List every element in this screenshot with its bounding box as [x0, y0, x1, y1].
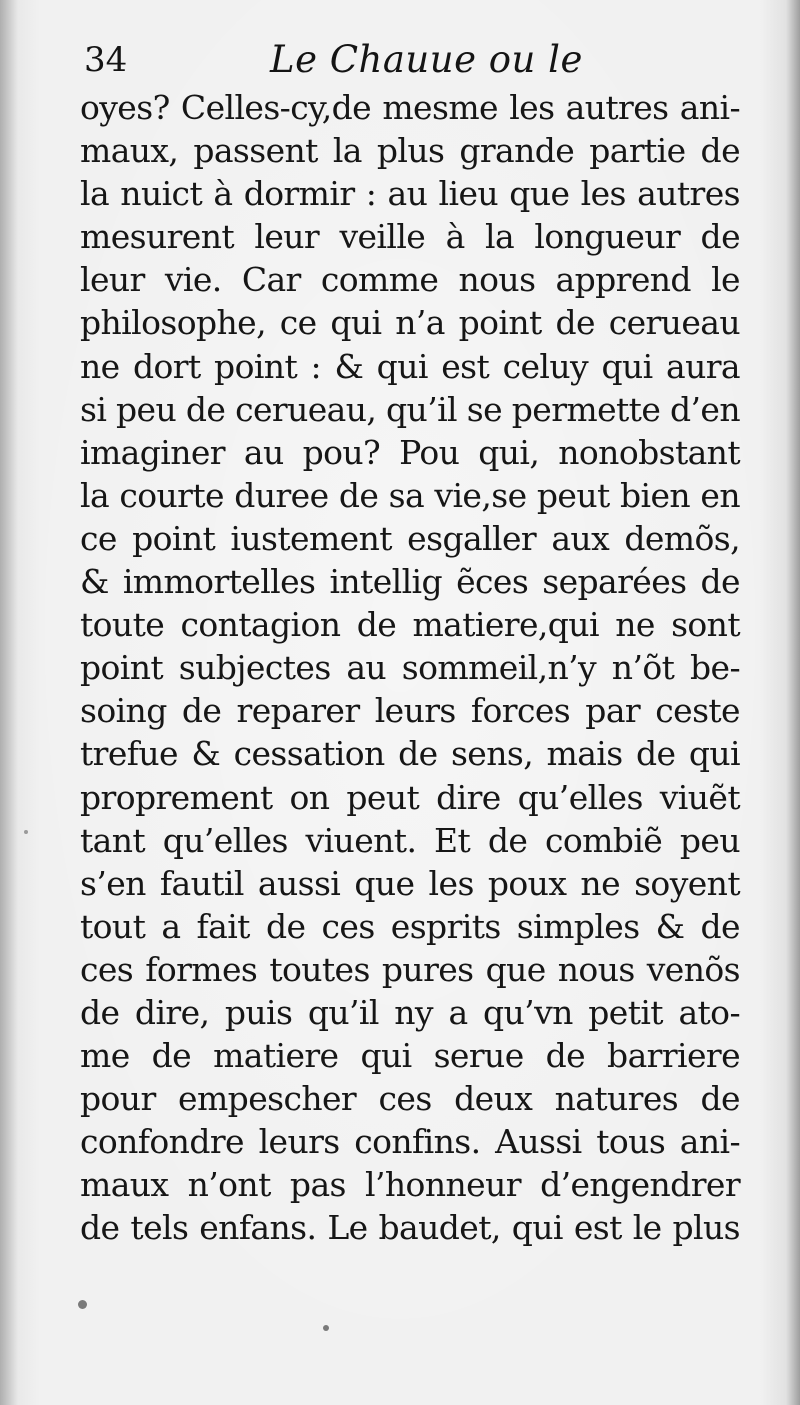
text-line: point subjectes au sommeil,n’y n’õt be- — [80, 648, 740, 688]
body-text — [80, 86, 740, 1250]
text-line: de tels enfans. Le baudet, qui est le plus — [80, 1208, 740, 1248]
text-line: maux, passent la plus grande partie de — [80, 131, 740, 171]
text-line: tout a fait de ces esprits simples & de — [80, 906, 740, 946]
paper-speck — [24, 830, 28, 834]
paper-speck — [323, 1325, 329, 1331]
text-line: soing de reparer leurs forces par ceste — [80, 691, 740, 731]
text-line: toute contagion de matiere,qui ne sont — [80, 605, 740, 645]
text-line: la courte duree de sa vie,se peut bien en — [80, 475, 740, 515]
text-line: ce point iustement esgaller aux demõs, — [80, 518, 740, 558]
running-title: Le Chauue ou le — [270, 38, 583, 81]
text-line: ne dort point : & qui est celuy qui aura — [80, 346, 740, 386]
text-line: trefue & cessation de sens, mais de qui — [80, 734, 740, 774]
text-line: tant qu’elles viuent. Et de combiẽ peu — [80, 820, 740, 860]
text-line: si peu de cerueau, qu’il se permette d’en — [80, 389, 740, 429]
text-line: la nuict à dormir : au lieu que les autres — [80, 174, 740, 214]
text-line: proprement on peut dire qu’elles viuẽt — [80, 777, 740, 817]
text-line: confondre leurs confins. Aussi tous ani- — [80, 1122, 740, 1162]
page-header — [84, 40, 724, 90]
text-line: & immortelles intellig ẽces separées de — [80, 562, 740, 602]
text-line: pour empescher ces deux natures de — [80, 1079, 740, 1119]
text-line: philosophe, ce qui n’a point de cerueau — [80, 303, 740, 343]
text-line: s’en fautil aussi que les poux ne soyent — [80, 863, 740, 903]
paper-speck — [78, 1300, 87, 1309]
text-line: leur vie. Car comme nous apprend le — [80, 260, 740, 300]
text-line: de dire, puis qu’il ny a qu’vn petit ato- — [80, 992, 740, 1032]
text-line: ces formes toutes pures que nous venõs — [80, 949, 740, 989]
text-line: me de matiere qui serue de barriere — [80, 1036, 740, 1076]
text-line: imaginer au pou? Pou qui, nonobstant — [80, 432, 740, 472]
text-line: maux n’ont pas l’honneur d’engendrer — [80, 1165, 740, 1205]
text-line: oyes? Celles-cy,de mesme les autres ani- — [80, 88, 740, 127]
page-number: 34 — [84, 40, 128, 80]
text-line: mesurent leur veille à la longueur de — [80, 217, 740, 257]
